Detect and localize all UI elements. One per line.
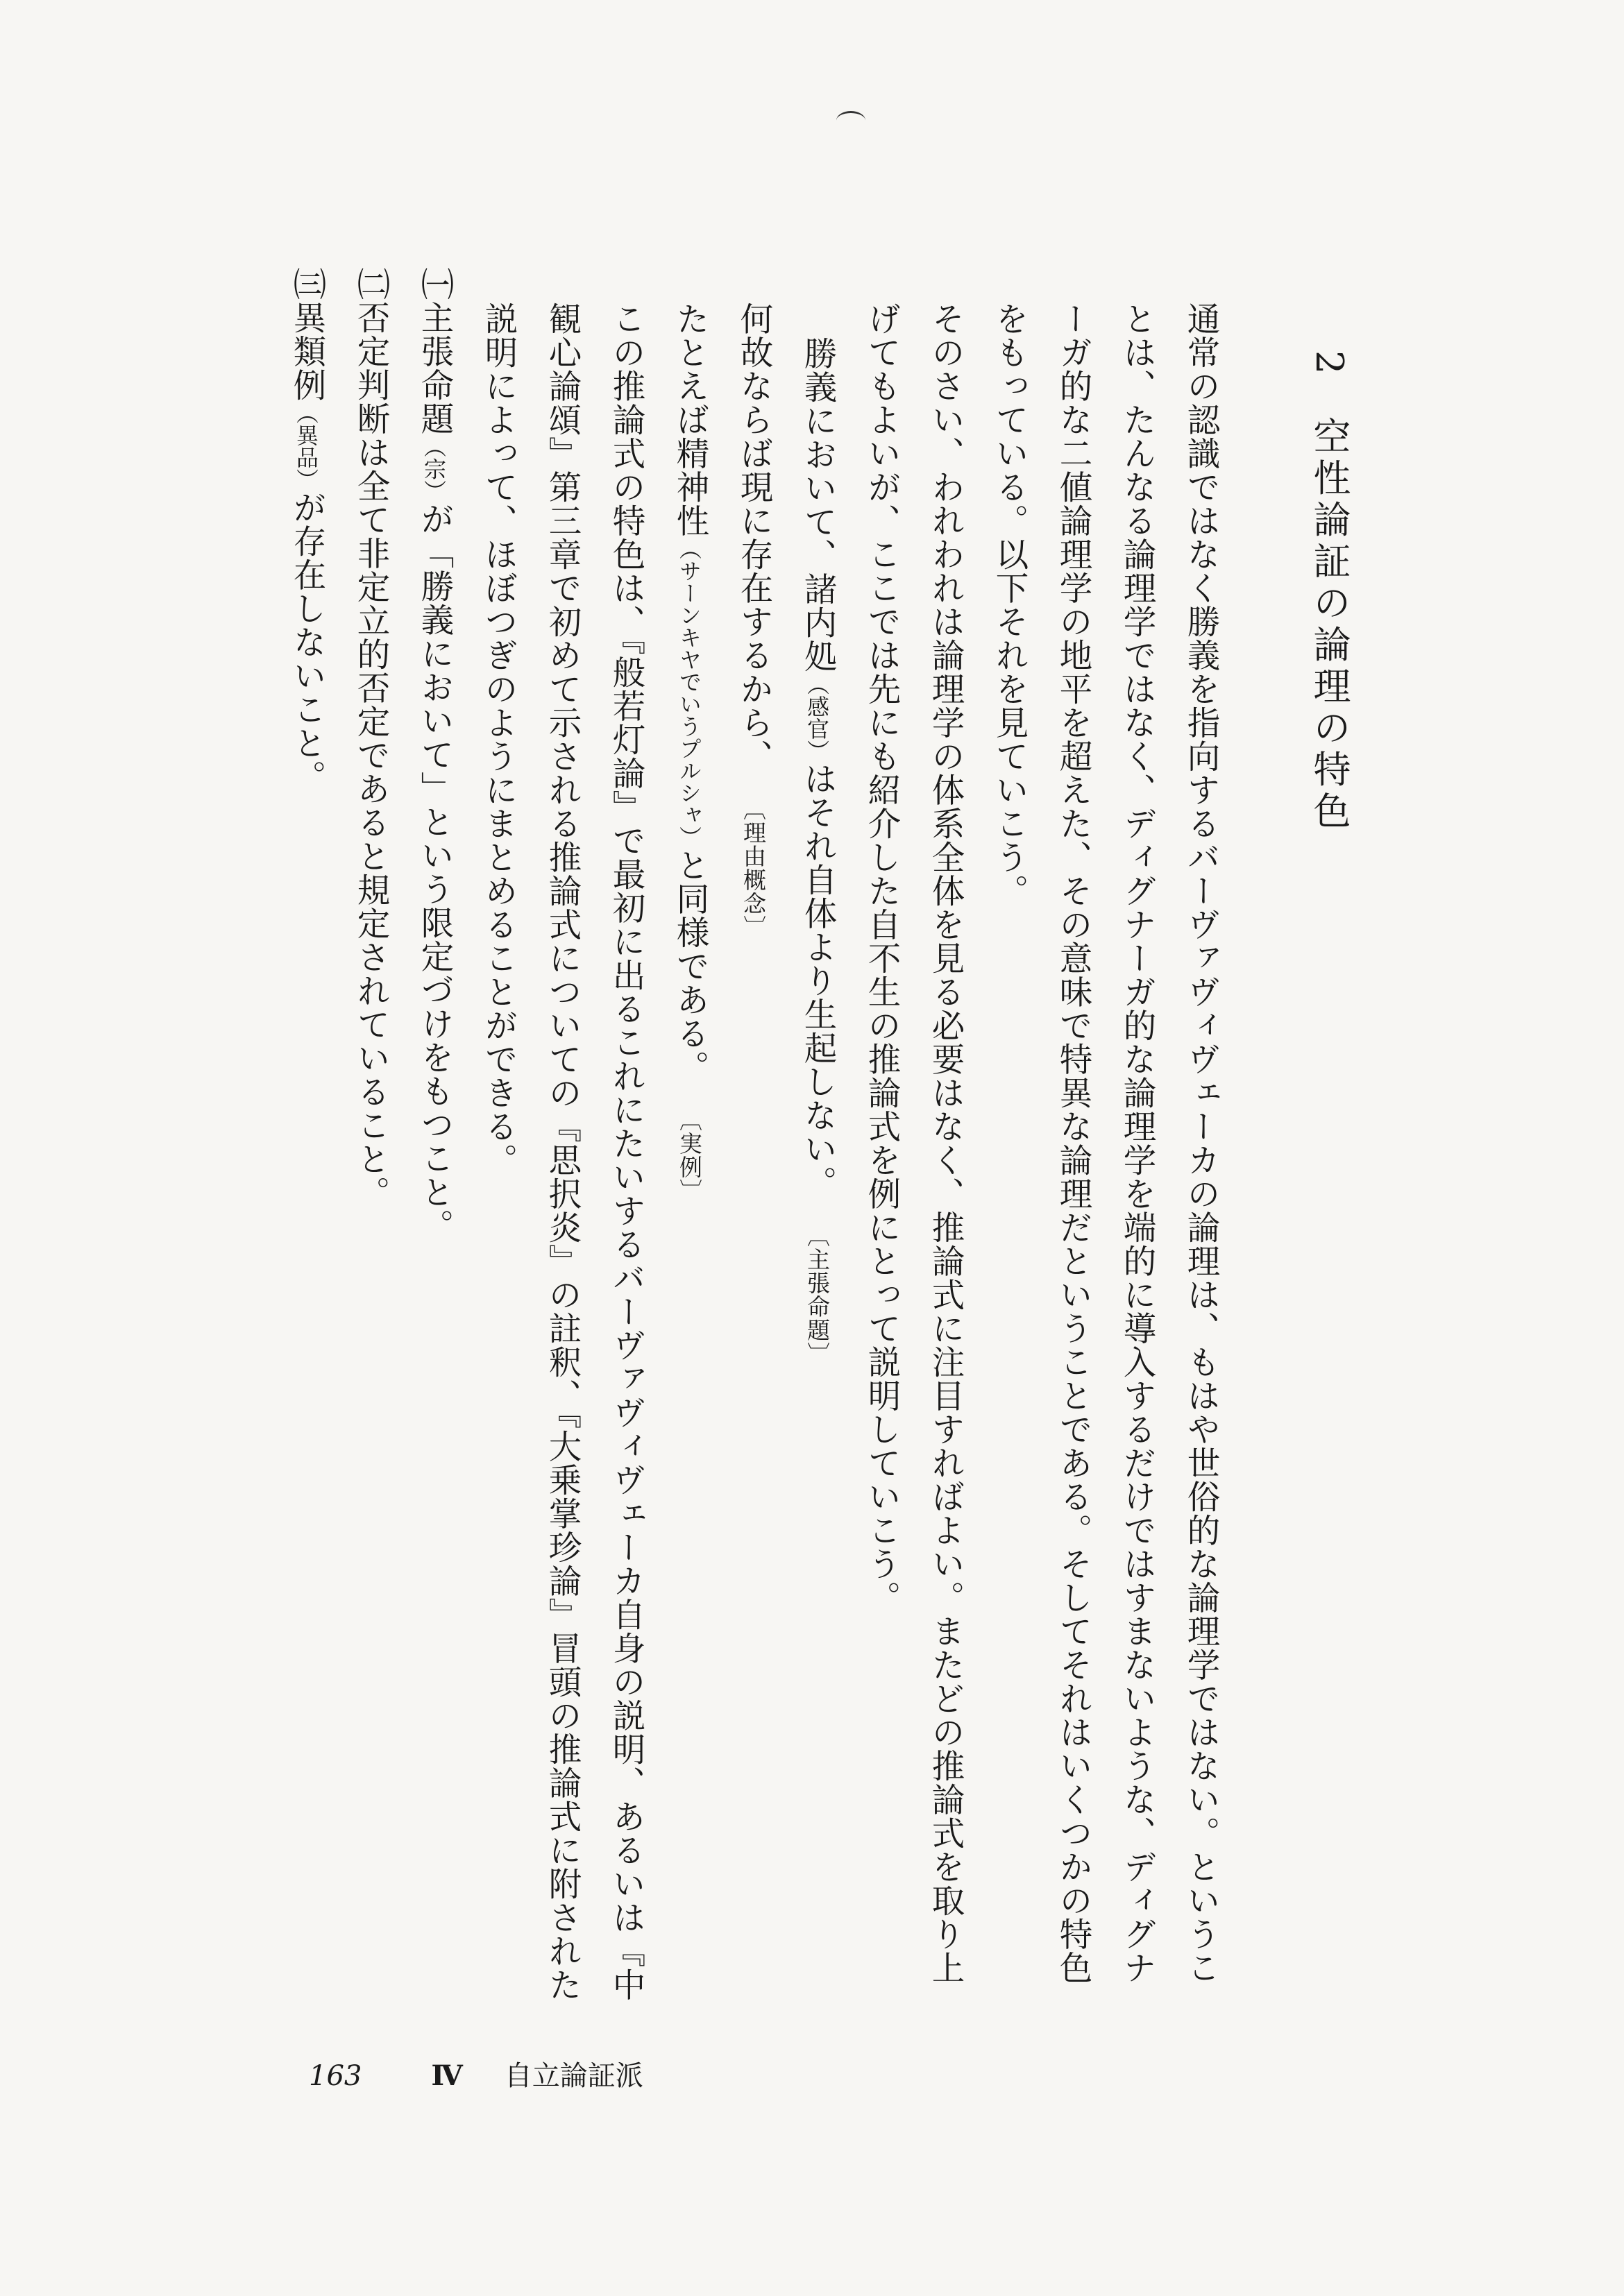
example-text-2: と同様である。 (670, 848, 709, 1084)
list-item-3 (274, 267, 338, 2009)
body-text (274, 267, 1232, 2009)
list-item-3-text-2: が存在しないこと。 (287, 491, 325, 794)
list-item-1-text: 主張命題 (415, 300, 453, 436)
syllogism-example (657, 267, 721, 2009)
list-item-3-note: （異品） (293, 402, 319, 491)
thesis-tag: 〔主張命題〕 (804, 1223, 831, 1366)
list-item-1-text-2: が「勝義において」という限定づけをもつこと。 (415, 502, 453, 1243)
list-item-1-note: （宗） (421, 435, 447, 502)
syllogism-reason (721, 267, 785, 2009)
syllogism-thesis (785, 267, 849, 2009)
list-item-2-text: 否定判断は全て非定立的否定であると規定されていること。 (351, 300, 389, 1209)
page-footer (309, 2054, 643, 2093)
list-marker-1: ㈠ (415, 267, 453, 301)
section-heading (1305, 350, 1353, 833)
list-item-3-text: 異類例 (287, 300, 325, 402)
list-item-1 (402, 267, 466, 2009)
scan-mark (836, 111, 865, 130)
example-tag: 〔実例〕 (676, 1108, 703, 1202)
chapter-title: 自立論証派 (504, 2060, 643, 2092)
thesis-text: 勝義において、諸内処 (798, 337, 836, 673)
chapter-numeral: Ⅳ (431, 2059, 463, 2092)
section-number: 2 (1308, 350, 1351, 379)
example-note: （サーンキヤでいうプルシャ） (676, 537, 702, 849)
paragraph-2: そのさい、われわれは論理学の体系全体を見る必要はなく、推論式に注目すればよい。またどの推論式を取り上げてもよいが、ここでは先にも紹介した自不生の推論式を例にとって説明していこう。 (862, 302, 964, 1984)
thesis-text-2: はそれ自体より生起しない。 (798, 762, 836, 1200)
section-title: 空性論証の論理の特色 (1308, 416, 1351, 833)
paragraph-1: 通常の認識ではなく勝義を指向するバーヴァヴィヴェーカの論理は、もはや世俗的な論理学ではない。ということは、たんなる論理学ではなく、ディグナーガ的な論理学を端的に導入するだけではすまないような、ディグナーガ的な二値論理学の地平を超えた、その意味で特異な論理だということである。そしてそれはいくつかの特色をもっている。以下それを見ていこう。 (990, 302, 1219, 1984)
list-item-2 (338, 267, 402, 2009)
reason-text: 何故ならば現に存在するから、 (734, 302, 772, 773)
thesis-note: （感官） (804, 673, 830, 762)
example-text: たとえば精神性 (670, 302, 709, 538)
page-number: 163 (309, 2060, 362, 2092)
reason-tag: 〔理由概念〕 (740, 797, 767, 939)
list-marker-2: ㈡ (351, 267, 389, 301)
list-marker-3: ㈢ (287, 267, 325, 301)
paragraph-3: この推論式の特色は、『般若灯論』で最初に出るこれにたいするバーヴァヴィヴェーカ自身の説明、あるいは『中観心論頌』第三章で初めて示される推論式についての『思択炎』の註釈、『大乗掌珍論』冒頭の推論式に附された説明によって、ほぼつぎのようにまとめることができる。 (479, 302, 645, 2002)
